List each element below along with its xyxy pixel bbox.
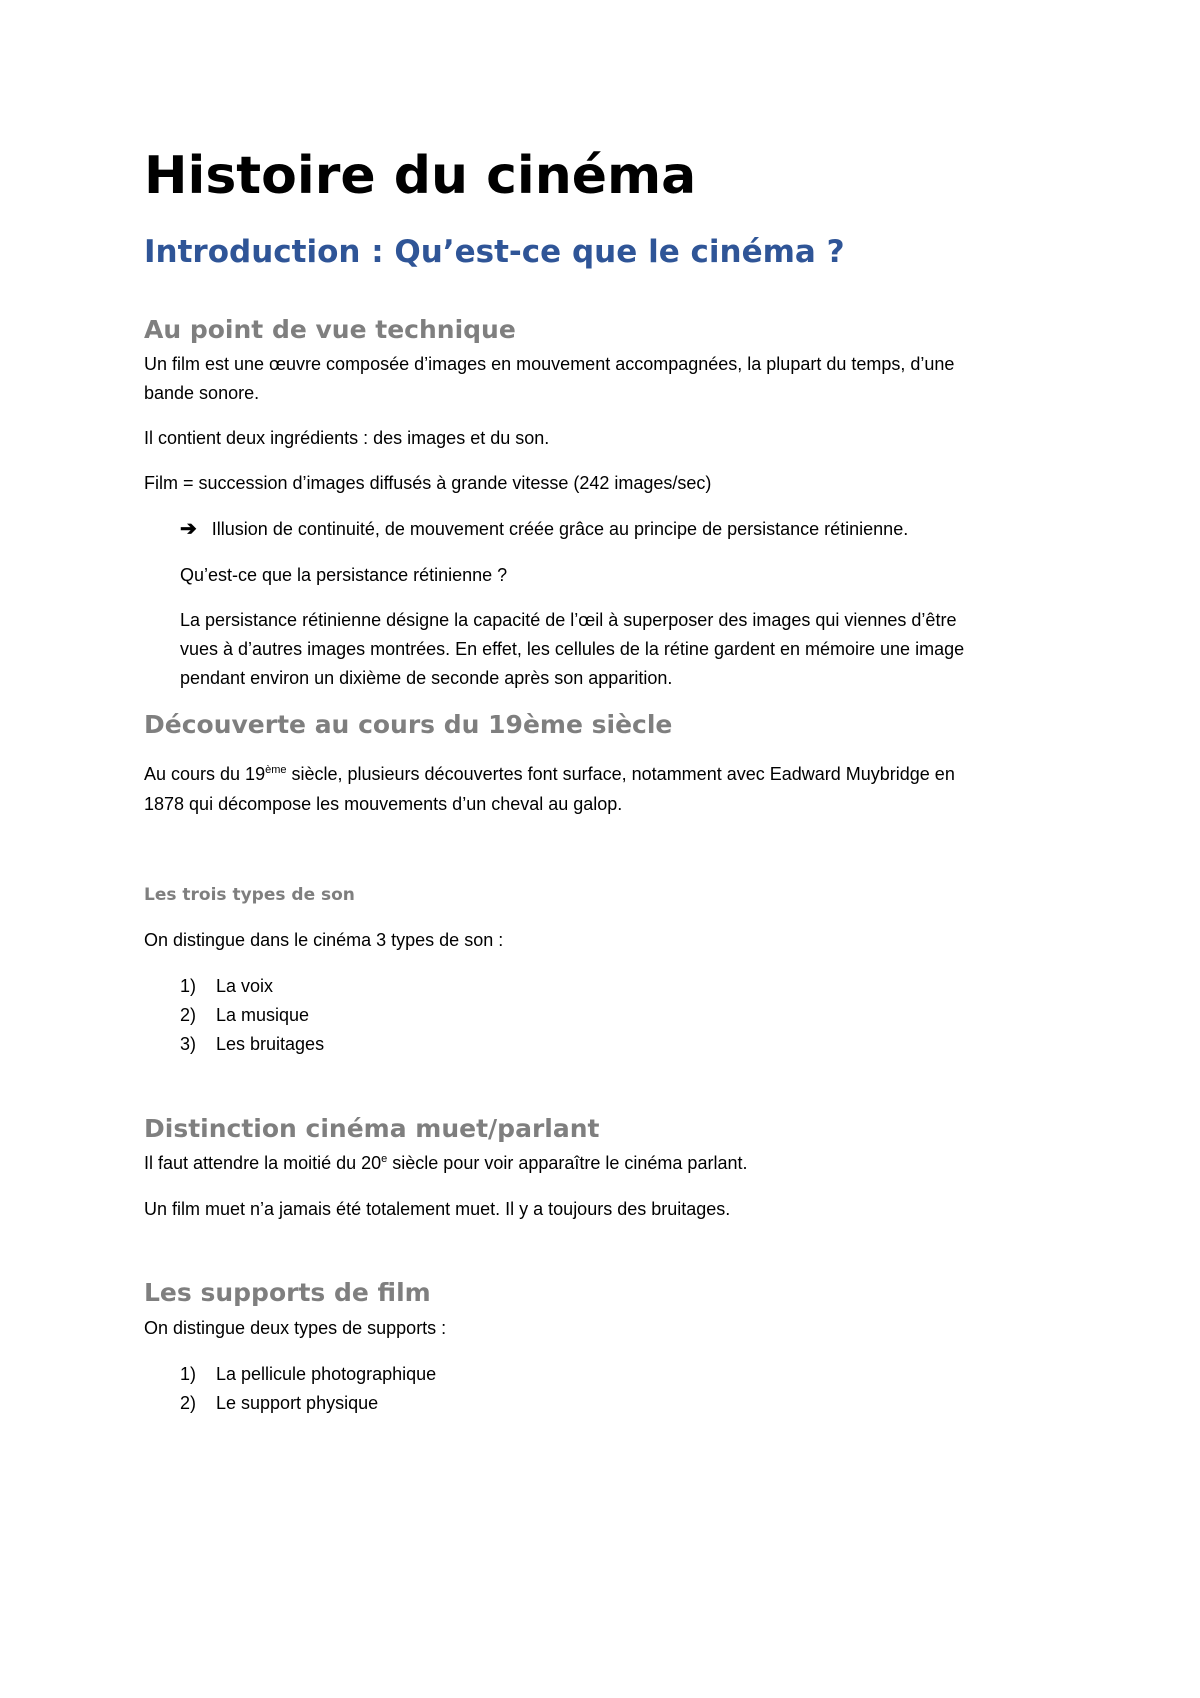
paragraph: Il contient deux ingrédients : des images et du son. — [144, 428, 550, 448]
paragraph: Il faut attendre la moitié du 20e siècle pour voir apparaître le cinéma parlant. — [144, 1153, 748, 1173]
section-heading-technique: Au point de vue technique — [144, 315, 516, 344]
list-item-text: La pellicule photographique — [216, 1364, 437, 1384]
section-heading-decouverte: Découverte au cours du 19ème siècle — [144, 710, 673, 739]
arrow-list-item — [180, 515, 908, 544]
list-item-text: Le support physique — [216, 1393, 379, 1413]
list-marker: 2) — [180, 1393, 197, 1413]
list-item — [180, 1030, 324, 1059]
subsection-heading-son: Les trois types de son — [144, 885, 355, 905]
list-item — [180, 972, 273, 1001]
paragraph-line: Un film est une œuvre composée d’images en mouvement accompagnées, la plupart du temps, d’une — [144, 354, 955, 374]
list-marker: 1) — [180, 1364, 197, 1384]
paragraph-line: Au cours du 19ème siècle, plusieurs découvertes font surface, notamment avec Eadward Muybridge en — [144, 764, 955, 784]
question-text: Qu’est-ce que la persistance rétinienne ? — [180, 565, 508, 585]
section-heading-muet-parlant: Distinction cinéma muet/parlant — [144, 1114, 600, 1143]
list-marker: 3) — [180, 1034, 197, 1054]
list-item-text: Les bruitages — [216, 1034, 325, 1054]
document-title: Histoire du cinéma — [144, 146, 697, 206]
list-marker: 2) — [180, 1005, 197, 1025]
paragraph: On distingue dans le cinéma 3 types de son : — [144, 930, 504, 950]
paragraph: On distingue deux types de supports : — [144, 1318, 447, 1338]
right-arrow-icon: ➔ — [180, 518, 197, 540]
intro-heading: Introduction : Qu’est-ce que le cinéma ? — [144, 234, 845, 270]
list-item-text: La musique — [216, 1005, 310, 1025]
paragraph: Film = succession d’images diffusés à grande vitesse (242 images/sec) — [144, 473, 712, 493]
list-item — [180, 1360, 436, 1389]
list-marker: 1) — [180, 976, 197, 996]
paragraph: Un film muet n’a jamais été totalement muet. Il y a toujours des bruitages. — [144, 1199, 731, 1219]
list-item — [180, 1001, 309, 1030]
arrow-list-text: Illusion de continuité, de mouvement créée grâce au principe de persistance rétinienne. — [211, 519, 909, 539]
paragraph-line: bande sonore. — [144, 383, 260, 403]
paragraph-line: vues à d’autres images montrées. En effet, les cellules de la rétine gardent en mémoire une image — [180, 639, 965, 659]
paragraph-line: La persistance rétinienne désigne la capacité de l’œil à superposer des images qui viennes d’être — [180, 610, 957, 630]
section-heading-supports: Les supports de film — [144, 1278, 431, 1307]
paragraph-line: pendant environ un dixième de seconde après son apparition. — [180, 668, 673, 688]
list-item-text: La voix — [216, 976, 274, 996]
list-item — [180, 1389, 378, 1418]
paragraph-line: 1878 qui décompose les mouvements d’un cheval au galop. — [144, 794, 623, 814]
